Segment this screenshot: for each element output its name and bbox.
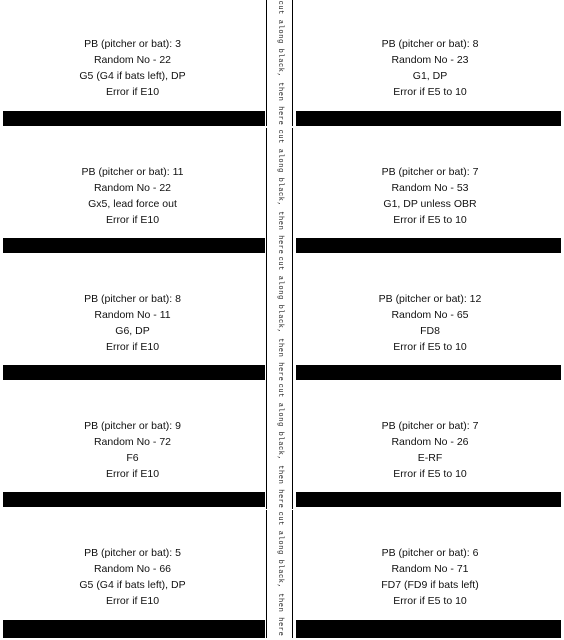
cut-instruction-text: cut along black, then here <box>275 511 284 637</box>
card-pb-line: PB (pitcher or bat): 11 <box>81 166 184 178</box>
result-card <box>0 18 265 118</box>
card-pb-line: PB (pitcher or bat): 7 <box>381 166 479 178</box>
cut-line-bar <box>296 238 561 253</box>
card-result-line: G5 (G4 if bats left), DP <box>79 579 186 591</box>
card-error-line: Error if E10 <box>105 595 160 607</box>
result-card <box>296 400 564 500</box>
cut-divider <box>266 510 293 638</box>
cut-instruction-text: cut along black, then here <box>275 383 284 508</box>
card-pb-line: PB (pitcher or bat): 12 <box>378 293 482 305</box>
result-card <box>296 273 564 373</box>
card-result-line: G5 (G4 if bats left), DP <box>79 70 186 82</box>
card-error-line: Error if E5 to 10 <box>393 468 467 480</box>
card-random-line: Random No - 65 <box>391 309 469 321</box>
card-error-line: Error if E10 <box>105 341 160 353</box>
card-random-line: Random No - 66 <box>93 563 172 575</box>
result-card <box>0 527 265 627</box>
card-error-line: Error if E5 to 10 <box>393 86 467 98</box>
card-pb-line: PB (pitcher or bat): 3 <box>84 38 181 50</box>
cut-instruction-text: cut along black, then here <box>275 129 284 254</box>
cut-line-bar <box>296 620 561 638</box>
card-error-line: Error if E10 <box>105 468 160 480</box>
cut-line-bar <box>296 365 561 380</box>
card-error-line: Error if E10 <box>105 214 160 226</box>
card-pb-line: PB (pitcher or bat): 7 <box>381 420 479 432</box>
result-card <box>0 146 265 246</box>
card-random-line: Random No - 22 <box>93 182 172 194</box>
cut-line-bar <box>296 111 561 126</box>
card-error-line: Error if E5 to 10 <box>393 595 467 607</box>
card-random-line: Random No - 22 <box>93 54 172 66</box>
card-result-line: G1, DP unless OBR <box>383 198 477 210</box>
card-random-line: Random No - 72 <box>93 436 172 448</box>
cut-line-bar <box>3 492 265 507</box>
card-pb-line: PB (pitcher or bat): 8 <box>381 38 479 50</box>
card-random-line: Random No - 11 <box>94 309 171 321</box>
card-pb-line: PB (pitcher or bat): 9 <box>84 420 181 432</box>
cut-line-bar <box>3 111 265 126</box>
result-card <box>296 527 564 627</box>
card-result-line: FD8 <box>420 325 440 337</box>
cut-line-bar <box>3 620 265 638</box>
cut-line-bar <box>296 492 561 507</box>
card-error-line: Error if E10 <box>105 86 160 98</box>
card-result-line: G1, DP <box>412 70 448 82</box>
card-error-line: Error if E5 to 10 <box>393 214 467 226</box>
result-card <box>296 18 564 118</box>
result-card <box>0 273 265 373</box>
card-pb-line: PB (pitcher or bat): 5 <box>84 547 181 559</box>
cut-instruction-text: cut along black, then here <box>275 0 284 126</box>
card-random-line: Random No - 23 <box>391 54 469 66</box>
cut-line-bar <box>3 238 265 253</box>
card-result-line: F6 <box>126 452 139 464</box>
cut-line-bar <box>3 365 265 380</box>
card-pb-line: PB (pitcher or bat): 8 <box>84 293 181 305</box>
card-random-line: Random No - 71 <box>391 563 469 575</box>
card-pb-line: PB (pitcher or bat): 6 <box>381 547 479 559</box>
cut-instruction-text: cut along black, then here <box>275 256 284 381</box>
card-random-line: Random No - 26 <box>391 436 469 448</box>
cut-divider <box>266 255 293 382</box>
card-result-line: G6, DP <box>115 325 150 337</box>
card-result-line: FD7 (FD9 if bats left) <box>381 579 479 591</box>
result-card <box>296 146 564 246</box>
card-result-line: E-RF <box>417 452 443 464</box>
card-result-line: Gx5, lead force out <box>88 198 177 210</box>
cut-divider <box>266 382 293 509</box>
card-random-line: Random No - 53 <box>391 182 469 194</box>
cut-divider <box>266 128 293 255</box>
card-error-line: Error if E5 to 10 <box>393 341 467 353</box>
result-card <box>0 400 265 500</box>
cut-divider <box>266 0 293 126</box>
